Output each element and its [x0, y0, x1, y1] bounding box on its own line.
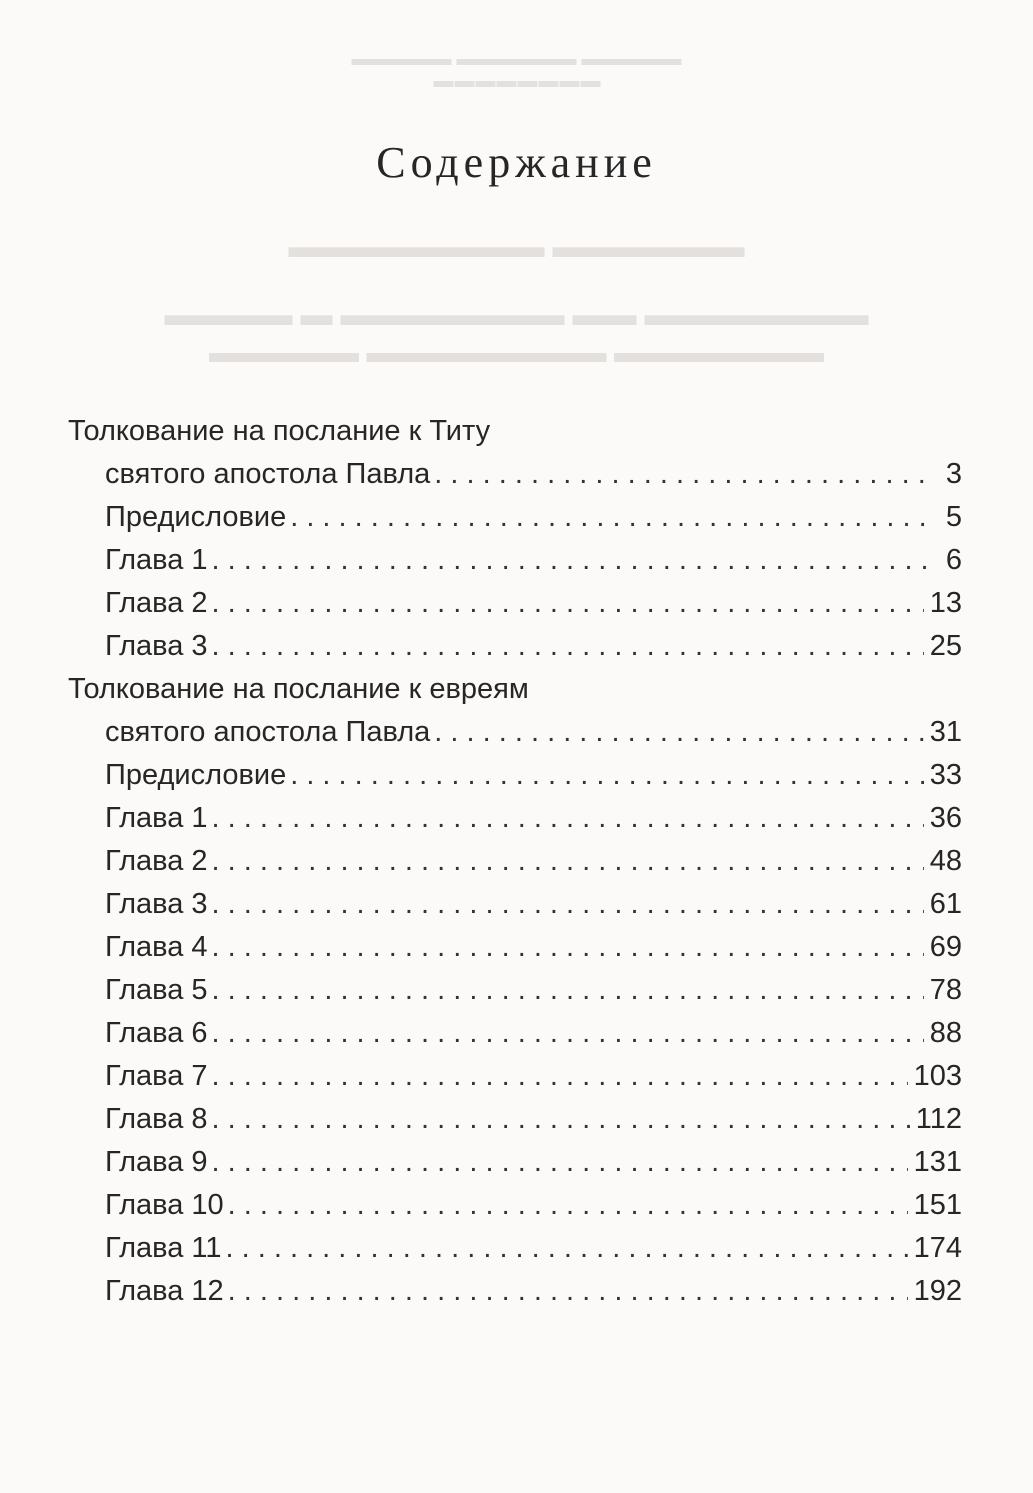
toc-entry[interactable]	[68, 1227, 962, 1270]
toc-entry[interactable]	[68, 453, 962, 496]
toc-entry-label: Предисловие	[105, 501, 287, 533]
toc-entry[interactable]	[68, 711, 962, 754]
toc-section-title: Толкование на послание к Титу	[68, 415, 491, 447]
toc-entry-label: святого апостола Павла	[105, 716, 431, 748]
toc-page-number: 192	[913, 1275, 962, 1307]
toc-entry[interactable]	[68, 969, 962, 1012]
show-through-line: ▬▬▬▬▬ ▬▬▬▬▬▬ ▬▬▬▬▬	[351, 48, 682, 70]
show-through-line: ▬▬▬▬▬▬▬ ▬▬ ▬▬▬▬▬▬▬ ▬ ▬▬▬▬	[164, 296, 869, 332]
show-through-line: ▬▬▬▬▬▬▬▬	[432, 70, 601, 92]
toc-page-number: 61	[929, 888, 962, 920]
toc-page-number: 31	[929, 716, 962, 748]
page-title: Содержание	[376, 138, 657, 188]
toc-page-number: 3	[945, 458, 962, 490]
toc-entry[interactable]	[68, 797, 962, 840]
toc-page-number: 33	[929, 759, 962, 791]
toc-entry[interactable]	[68, 926, 962, 969]
toc-page-number: 69	[929, 931, 962, 963]
show-through-line: ▬▬▬▬▬▬▬ ▬▬▬▬▬▬▬▬ ▬▬▬▬▬	[209, 336, 824, 369]
toc-entry-label: Глава 3	[105, 630, 208, 662]
leader-dots	[434, 453, 936, 496]
show-through-line: ▬▬▬▬▬▬ ▬▬▬▬▬▬▬▬	[288, 228, 745, 264]
toc-entry-label: Глава 6	[105, 1017, 208, 1049]
toc-page-number: 13	[929, 587, 962, 619]
toc-entry[interactable]	[68, 625, 962, 668]
leader-dots	[212, 926, 924, 969]
toc-entry[interactable]	[68, 539, 962, 582]
toc-entry-label: Глава 1	[105, 802, 208, 834]
toc-entry[interactable]	[68, 1098, 962, 1141]
toc-entry[interactable]	[68, 1055, 962, 1098]
toc-page-number: 88	[929, 1017, 962, 1049]
toc-page-number: 131	[913, 1146, 962, 1178]
leader-dots	[212, 582, 924, 625]
toc-entry-label: Глава 3	[105, 888, 208, 920]
leader-dots	[212, 840, 924, 883]
leader-dots	[212, 1055, 908, 1098]
toc-entry-label: Глава 12	[105, 1275, 224, 1307]
leader-dots	[212, 625, 924, 668]
leader-dots	[212, 883, 924, 926]
leader-dots	[228, 1184, 908, 1227]
toc-entry[interactable]	[68, 883, 962, 926]
toc-entry-label: Глава 10	[105, 1189, 224, 1221]
leader-dots	[212, 1141, 908, 1184]
leader-dots	[228, 1270, 908, 1313]
toc-page-number: 151	[913, 1189, 962, 1221]
toc-entry-label: святого апостола Павла	[105, 458, 431, 490]
toc-page-number: 6	[945, 544, 962, 576]
table-of-contents	[68, 410, 962, 1313]
toc-entry-label: Глава 5	[105, 974, 208, 1006]
toc-entry[interactable]	[68, 1270, 962, 1313]
leader-dots	[212, 969, 924, 1012]
toc-entry[interactable]	[68, 582, 962, 625]
toc-entry-label: Глава 8	[105, 1103, 208, 1135]
leader-dots	[212, 797, 924, 840]
toc-entry-label: Глава 7	[105, 1060, 208, 1092]
leader-dots	[212, 1012, 924, 1055]
toc-entry[interactable]	[68, 1184, 962, 1227]
toc-entry[interactable]	[68, 840, 962, 883]
toc-entry-label: Глава 4	[105, 931, 208, 963]
leader-dots	[290, 496, 936, 539]
leader-dots	[290, 754, 924, 797]
toc-entry-label: Глава 11	[105, 1232, 222, 1264]
toc-page-number: 36	[929, 802, 962, 834]
toc-page-number: 5	[945, 501, 962, 533]
toc-page-number: 78	[929, 974, 962, 1006]
toc-entry[interactable]	[68, 754, 962, 797]
leader-dots	[212, 539, 936, 582]
toc-page-number: 103	[913, 1060, 962, 1092]
toc-entry-label: Глава 1	[105, 544, 208, 576]
toc-entry-label: Глава 9	[105, 1146, 208, 1178]
toc-entry[interactable]	[68, 496, 962, 539]
toc-page-number: 174	[913, 1232, 962, 1264]
toc-section-title: Толкование на послание к евреям	[68, 673, 529, 705]
toc-entry-label: Глава 2	[105, 587, 208, 619]
toc-page-number: 112	[915, 1103, 962, 1135]
toc-page-number: 48	[929, 845, 962, 877]
leader-dots	[434, 711, 923, 754]
toc-entry[interactable]	[68, 1141, 962, 1184]
toc-page-number: 25	[929, 630, 962, 662]
leader-dots	[212, 1098, 910, 1141]
toc-entry[interactable]	[68, 1012, 962, 1055]
toc-entry-label: Глава 2	[105, 845, 208, 877]
toc-entry-label: Предисловие	[105, 759, 287, 791]
leader-dots	[226, 1227, 908, 1270]
